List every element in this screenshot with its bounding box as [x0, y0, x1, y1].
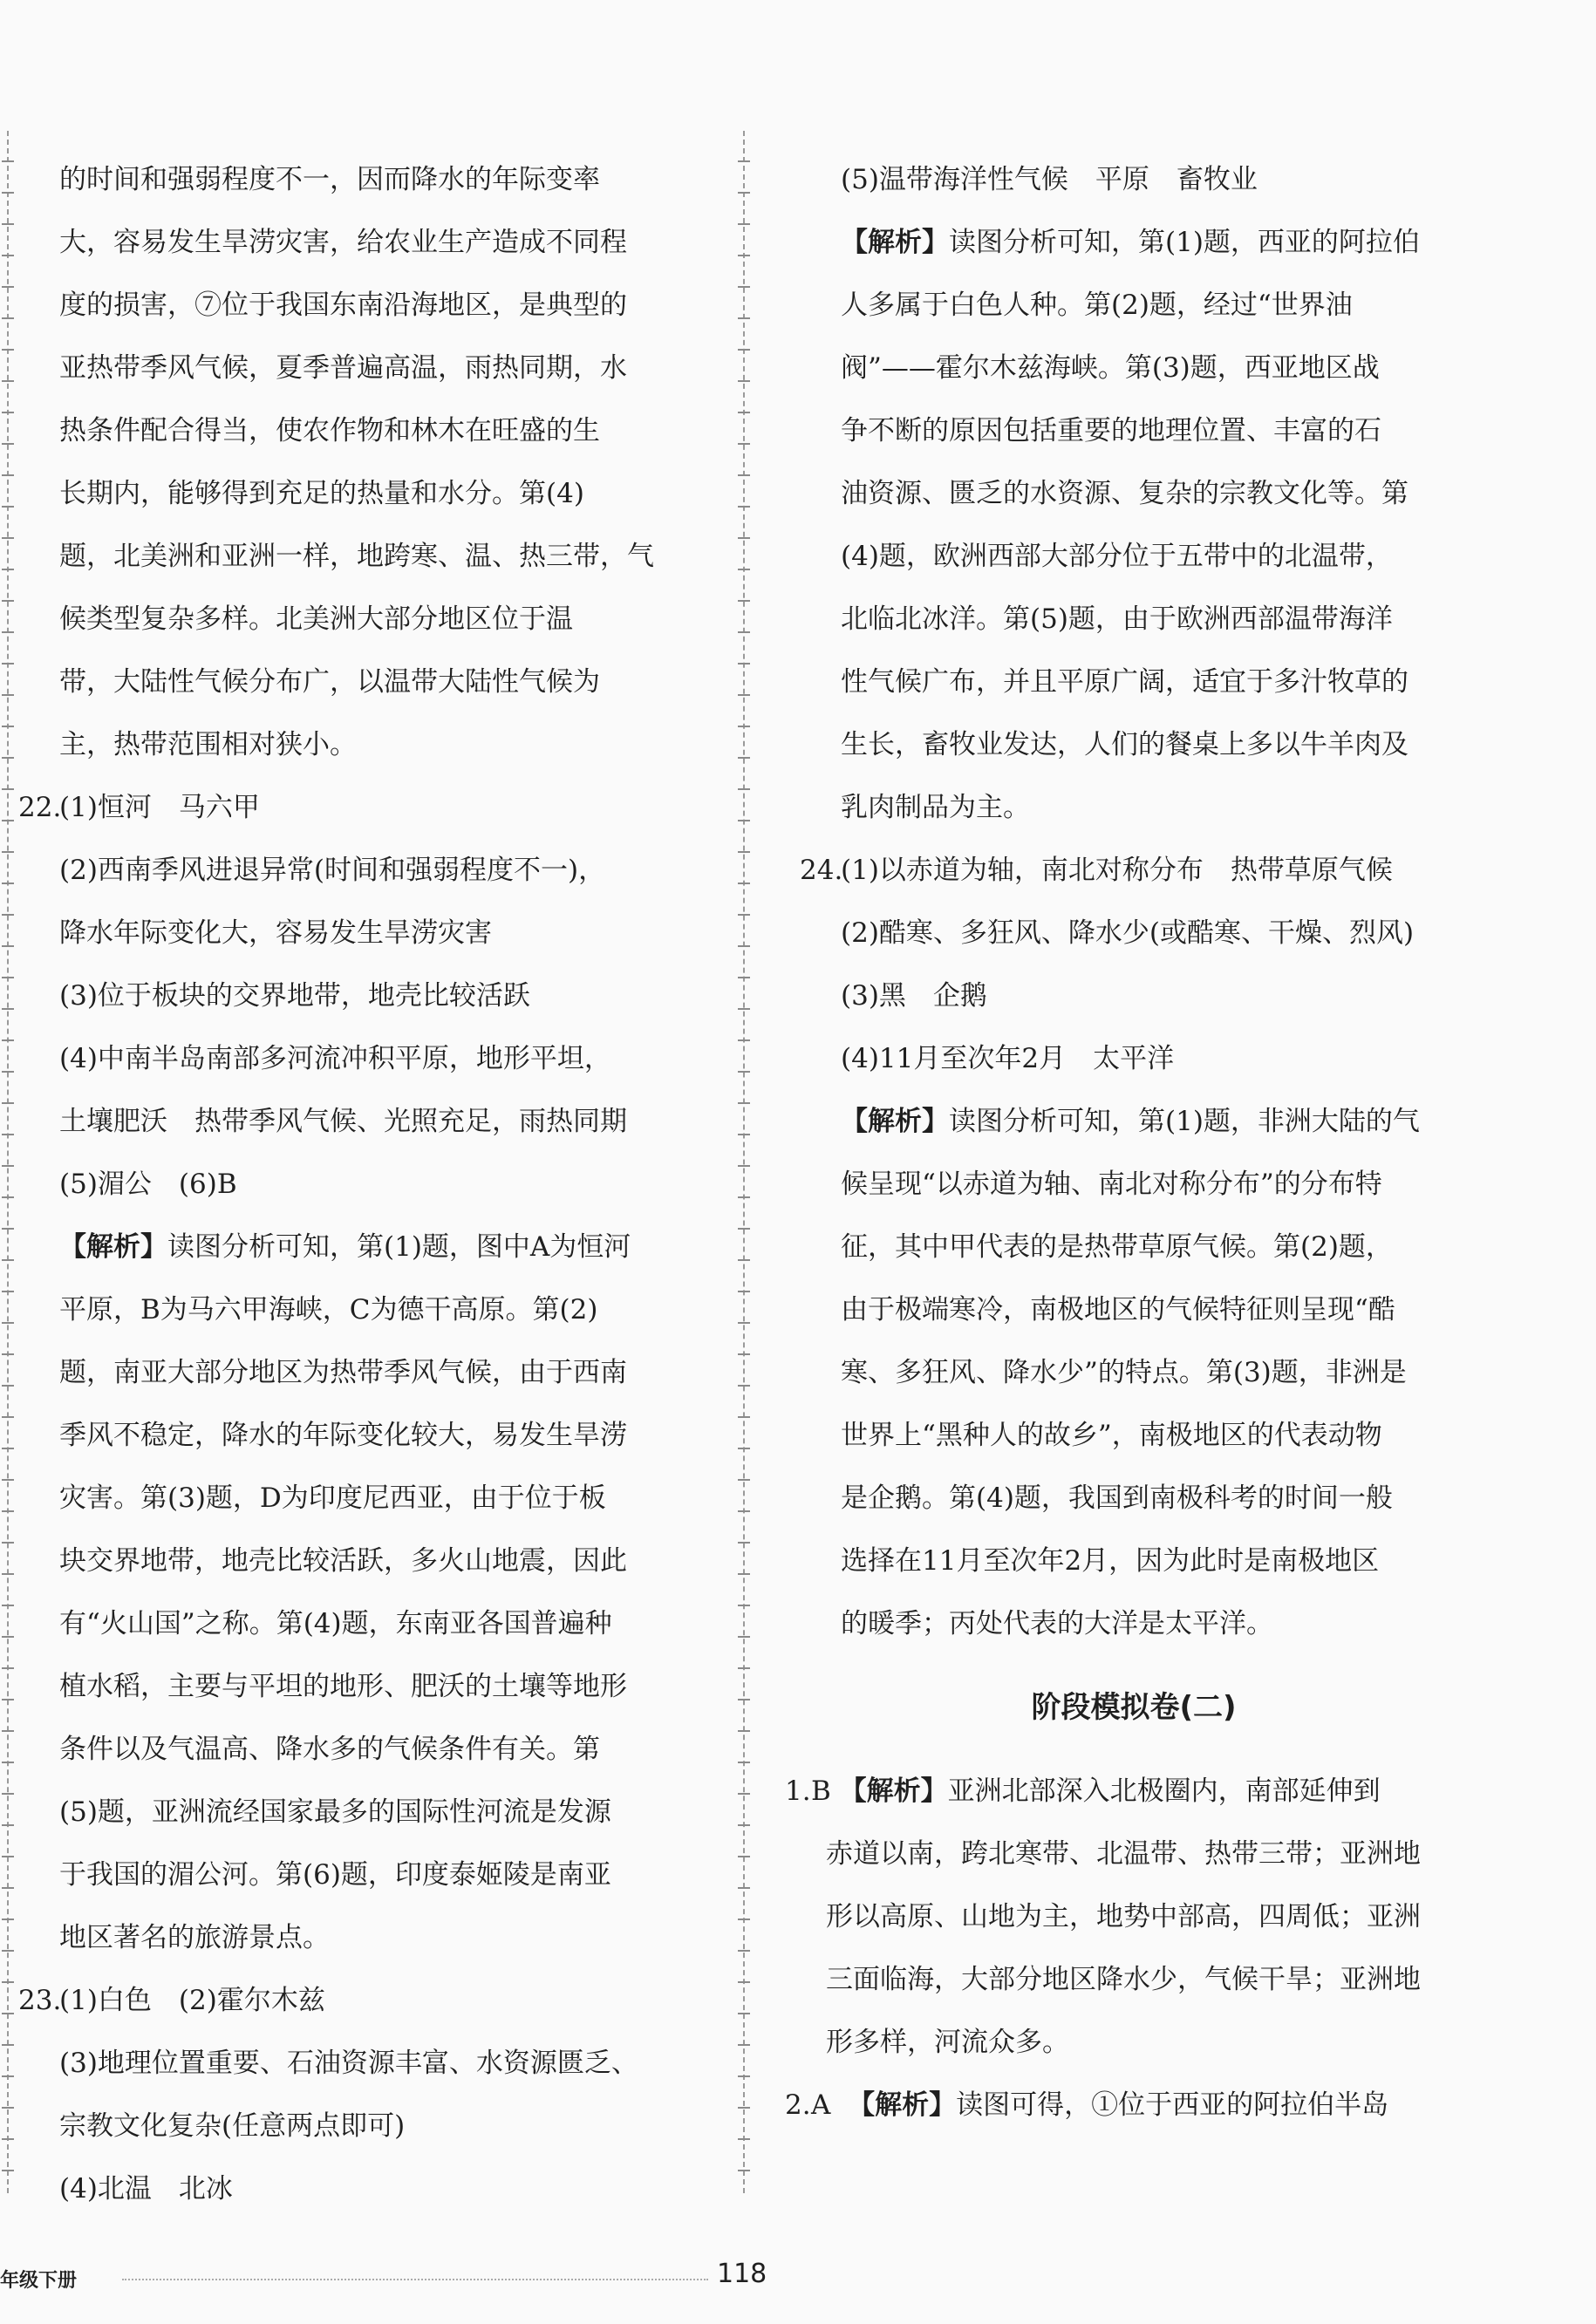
book-label: 年级下册 [0, 2270, 78, 2292]
question-2 [785, 2074, 1448, 2137]
answer-choice: B [811, 1775, 831, 1807]
analysis-line: 赤道以南，跨北寒带、北温带、热带三带；亚洲地 [826, 1838, 1421, 1870]
analysis-line: 植水稻，主要与平坦的地形、肥沃的土壤等地形 [59, 1671, 627, 1702]
question-1 [785, 1760, 1448, 2074]
answer-text: (1)白色 (2)霍尔木兹 [59, 1985, 325, 2016]
analysis-line: 油资源、匮乏的水资源、复杂的宗教文化等。第 [841, 478, 1408, 509]
answer-line: 宗教文化复杂(任意两点即可) [59, 2110, 406, 2142]
analysis-line: 块交界地带，地壳比较活跃，多火山地震，因此 [59, 1545, 627, 1577]
answer-line: (3)位于板块的交界地带，地壳比较活跃 [59, 980, 530, 1012]
analysis-line: 题，南亚大部分地区为热带季风气候，由于西南 [59, 1357, 627, 1388]
analysis-line: 乳肉制品为主。 [841, 792, 1030, 823]
analysis-tag: 【解析】 [841, 1106, 949, 1137]
q21-continuation [59, 148, 705, 776]
text-line: 大，容易发生旱涝灾害，给农业生产造成不同程 [59, 227, 627, 258]
section-heading: 阶段模拟卷(二) [1031, 1690, 1237, 1725]
answer-line: (2)酷寒、多狂风、降水少(或酷寒、干燥、烈风) [841, 917, 1415, 949]
column-divider [738, 131, 750, 2193]
text-line: 题，北美洲和亚洲一样，地跨寒、温、热三带，气 [59, 541, 654, 572]
analysis-line: 是企鹅。第(4)题，我国到南极科考的时间一般 [841, 1482, 1393, 1514]
analysis-tag: 【解析】 [839, 1775, 948, 1807]
answer-line: (4)北温 北冰 [59, 2173, 233, 2205]
answer-line [785, 2074, 1448, 2137]
text-line: 长期内，能够得到充足的热量和水分。第(4) [59, 478, 584, 509]
answer-line [800, 839, 1448, 902]
analysis-tag: 【解析】 [59, 1231, 167, 1263]
answer-line [18, 776, 705, 839]
answer-line: 降水年际变化大，容易发生旱涝灾害 [59, 917, 492, 949]
answer-text: (1)以赤道为轴，南北对称分布 热带草原气候 [841, 855, 1393, 886]
page-number: 118 [717, 2259, 767, 2289]
analysis-line [841, 211, 1448, 274]
analysis-line: 征，其中甲代表的是热带草原气候。第(2)题， [841, 1231, 1393, 1263]
analysis-line: 地区著名的旅游景点。 [59, 1922, 330, 1953]
answer-line: (3)黑 企鹅 [841, 980, 987, 1012]
q23-continuation [785, 148, 1448, 839]
analysis-line: 条件以及气温高、降水多的气候条件有关。第 [59, 1734, 600, 1765]
analysis-line: 性气候广布，并且平原广阔，适宜于多汁牧草的 [841, 666, 1408, 698]
text-line: 热条件配合得当，使农作物和林木在旺盛的生 [59, 415, 600, 446]
analysis-line: 有“火山国”之称。第(4)题，东南亚各国普遍种 [59, 1608, 612, 1639]
answer-choice: A [811, 2089, 831, 2121]
analysis-line [18, 1216, 705, 1278]
question-23 [18, 1969, 705, 2220]
answer-text: (1)恒河 马六甲 [59, 792, 260, 823]
answer-line: (5)湄公 (6)B [59, 1169, 237, 1200]
analysis-text: 读图分析可知，第(1)题，图中A为恒河 [167, 1231, 631, 1263]
answer-line: (4)中南半岛南部多河流冲积平原，地形平坦， [59, 1043, 611, 1074]
analysis-line: 人多属于白色人种。第(2)题，经过“世界油 [841, 290, 1353, 321]
answer-line [785, 1760, 1448, 1823]
analysis-line: 阀”——霍尔木兹海峡。第(3)题，西亚地区战 [841, 352, 1380, 384]
question-number: 1. [785, 1775, 811, 1807]
analysis-line: 灾害。第(3)题，D为印度尼西亚，由于位于板 [59, 1482, 606, 1514]
analysis-text: 读图分析可知，第(1)题，西亚的阿拉伯 [949, 227, 1420, 258]
answer-line: (2)西南季风进退异常(时间和强弱程度不一)， [59, 855, 606, 886]
question-number: 24. [800, 855, 843, 886]
text-line: 度的损害，⑦位于我国东南沿海地区，是典型的 [59, 290, 627, 321]
text-line: 主，热带范围相对狭小。 [59, 729, 357, 760]
analysis-line: 候呈现“以赤道为轴、南北对称分布”的分布特 [841, 1169, 1382, 1200]
question-number: 2. [785, 2089, 811, 2121]
analysis-line: 由于极端寒冷，南极地区的气候特征则呈现“酷 [841, 1294, 1395, 1326]
text-line: 的时间和强弱程度不一，因而降水的年际变率 [59, 164, 600, 195]
analysis-line: 选择在11月至次年2月，因为此时是南极地区 [841, 1545, 1380, 1577]
analysis-line: 平原，B为马六甲海峡，C为德干高原。第(2) [59, 1294, 598, 1326]
answer-line: (5)温带海洋性气候 平原 畜牧业 [841, 164, 1258, 195]
analysis-line: 的暖季；丙处代表的大洋是太平洋。 [841, 1608, 1273, 1639]
analysis-line: 形以高原、山地为主，地势中部高，四周低；亚洲 [826, 1901, 1421, 1932]
answer-line: (3)地理位置重要、石油资源丰富、水资源匮乏、 [59, 2048, 638, 2079]
right-column [785, 148, 1448, 2137]
text-line: 带，大陆性气候分布广，以温带大陆性气候为 [59, 666, 600, 698]
footer-divider [122, 2279, 708, 2280]
analysis-line: 寒、多狂风、降水少”的特点。第(3)题，非洲是 [841, 1357, 1407, 1388]
analysis-line: 争不断的原因包括重要的地理位置、丰富的石 [841, 415, 1381, 446]
analysis-text: 读图分析可知，第(1)题，非洲大陆的气 [949, 1106, 1420, 1137]
analysis-text: 读图可得，①位于西亚的阿拉伯半岛 [956, 2089, 1389, 2121]
text-line: 亚热带季风气候，夏季普遍高温，雨热同期，水 [59, 352, 627, 384]
answer-line [18, 1969, 705, 2032]
answer-line: (4)11月至次年2月 太平洋 [841, 1043, 1175, 1074]
analysis-tag: 【解析】 [841, 227, 949, 258]
analysis-line: 生长，畜牧业发达，人们的餐桌上多以牛羊肉及 [841, 729, 1408, 760]
analysis-text: 亚洲北部深入北极圈内，南部延伸到 [947, 1775, 1381, 1807]
analysis-line: 季风不稳定，降水的年际变化较大，易发生旱涝 [59, 1420, 627, 1451]
analysis-line: 于我国的湄公河。第(6)题，印度泰姬陵是南亚 [59, 1859, 611, 1891]
analysis-line: (5)题，亚洲流经国家最多的国际性河流是发源 [59, 1796, 611, 1828]
analysis-line [800, 1090, 1448, 1153]
text-line: 候类型复杂多样。北美洲大部分地区位于温 [59, 603, 573, 635]
analysis-line: 形多样，河流众多。 [826, 2027, 1069, 2058]
question-number: 22. [18, 792, 62, 823]
question-number: 23. [18, 1985, 62, 2016]
question-24 [785, 839, 1448, 1655]
binding-margin-left [2, 131, 14, 2193]
left-column [18, 148, 705, 2220]
analysis-line: (4)题，欧洲西部大部分位于五带中的北温带， [841, 541, 1393, 572]
analysis-tag: 【解析】 [848, 2089, 957, 2121]
analysis-line: 世界上“黑种人的故乡”，南极地区的代表动物 [841, 1420, 1382, 1451]
analysis-line: 北临北冰洋。第(5)题，由于欧洲西部温带海洋 [841, 603, 1393, 635]
analysis-line: 三面临海，大部分地区降水少，气候干旱；亚洲地 [826, 1964, 1421, 1995]
question-22 [18, 776, 705, 1969]
answer-line: 土壤肥沃 热带季风气候、光照充足，雨热同期 [59, 1106, 627, 1137]
